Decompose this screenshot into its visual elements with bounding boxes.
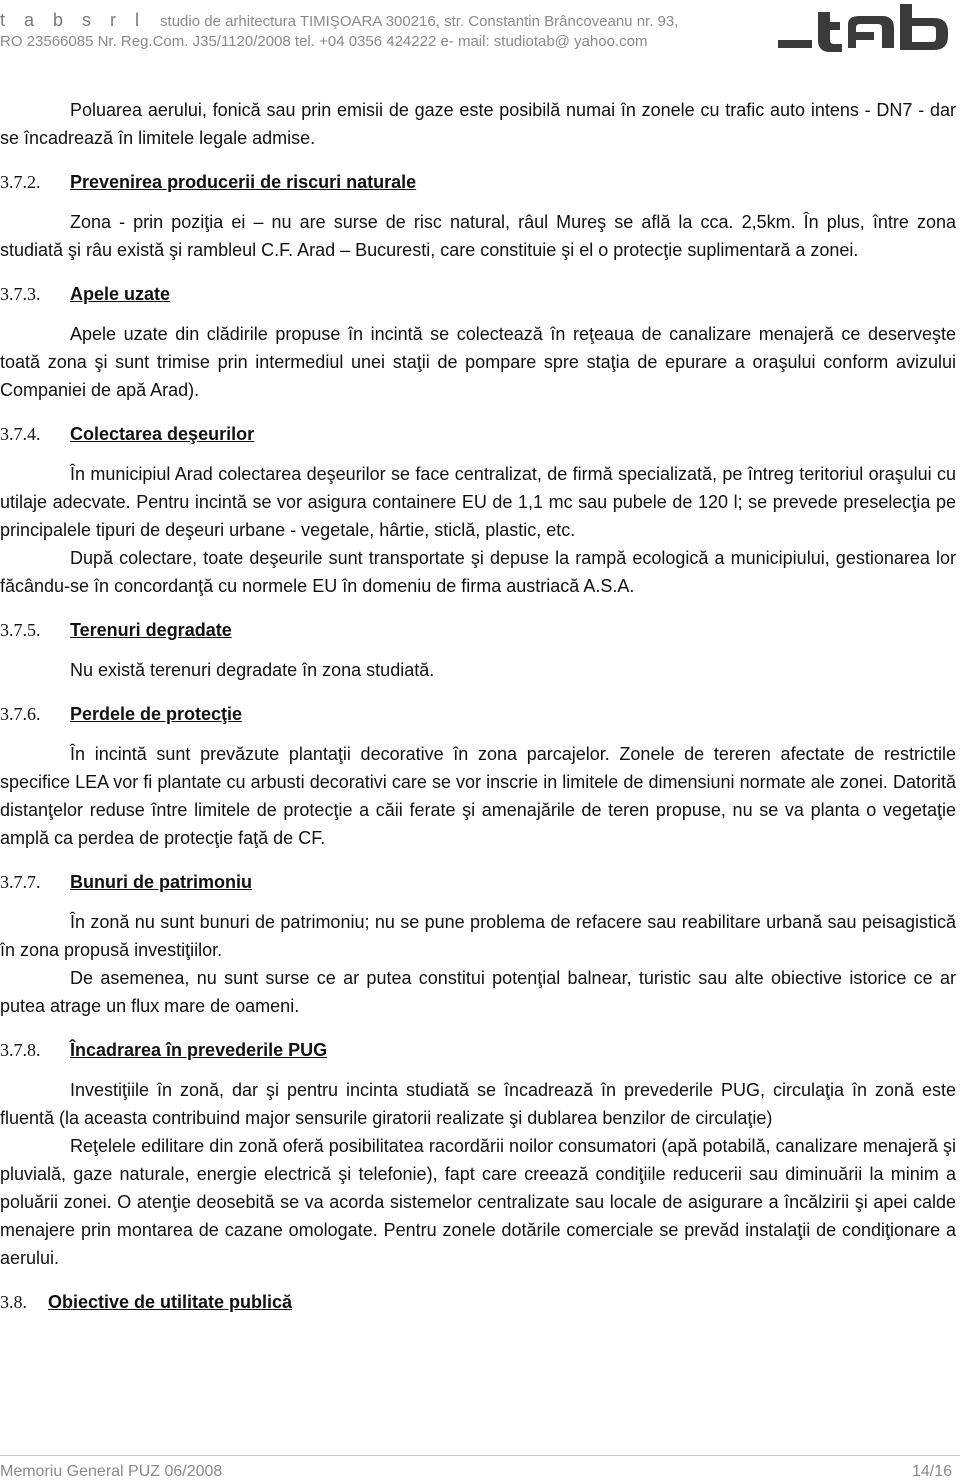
section-title: Terenuri degradate <box>70 620 232 640</box>
paragraph: De asemenea, nu sunt surse ce ar putea constitui potenţial balnear, turistic sau alte obiective istorice ce ar putea atrage un flux mare de oameni. <box>0 968 956 1016</box>
section-heading-3-7-7 <box>0 868 956 896</box>
page-header <box>0 0 960 56</box>
section-title: Perdele de protecţie <box>70 704 243 724</box>
section-heading-3-7-2 <box>0 168 956 196</box>
paragraph: În incintă sunt prevăzute plantaţii decorative în zona parcajelor. Zonele de tereren afectate de restrictile specifice LEA vor fi plantate cu arbusti decorativi care se vor inscrie in limitele de dimensiuni normate ale zonei. Datorită distanţelor reduse între limitele de protecţie a căii ferate şi amenajările de teren propuse, nu se va planta o vegetaţie amplă ca perdea de protecţie faţă de CF. <box>0 744 956 848</box>
page-footer <box>0 1463 960 1482</box>
section-title: Încadrarea în prevederile PUG <box>70 1040 328 1060</box>
section-heading-3-8 <box>0 1288 956 1316</box>
footer-divider <box>0 1455 960 1456</box>
tab-logo-icon <box>778 4 958 54</box>
section-heading-3-7-8 <box>0 1036 956 1064</box>
section-heading-3-7-4 <box>0 420 956 448</box>
section-number: 3.7.4. <box>0 424 41 444</box>
paragraph: Nu există terenuri degradate în zona studiată. <box>70 660 435 680</box>
paragraph: Investiţiile în zonă, dar şi pentru incinta studiată se încadrează în prevederile PUG, circulaţia în zonă este fluentă (la aceasta contribuind major sensurile giratorii realizate şi dublarea benzilor de circulaţie) <box>0 1080 956 1128</box>
paragraph: Zona - prin poziţia ei – nu are surse de risc natural, râul Mureş se află la cca. 2,5km. În plus, între zona studiată şi râu există şi rambleul C.F. Arad – Bucuresti, care constituie şi el o protecţie suplimentară a zonei. <box>0 212 956 260</box>
section-title: Prevenirea producerii de riscuri naturale <box>70 172 417 192</box>
section-title: Apele uzate <box>70 284 171 304</box>
section-number: 3.8. <box>0 1292 27 1312</box>
page-number: 14/16 <box>911 1463 952 1480</box>
section-title: Obiective de utilitate publică <box>48 1292 293 1312</box>
header-address: studio de arhitectura TIMIŞOARA 300216, str. Constantin Brâncoveanu nr. 93, <box>160 13 679 30</box>
section-title: Colectarea deşeurilor <box>70 424 255 444</box>
header-contact: RO 23566085 Nr. Reg.Com. J35/1120/2008 tel. +04 0356 424222 e- mail: studiotab@ yahoo.com <box>0 33 648 50</box>
intro-paragraph: Poluarea aerului, fonică sau prin emisii de gaze este posibilă numai în zonele cu trafic auto intens - DN7 - dar se încadrează în limitele legale admise. <box>0 100 956 148</box>
document-title: Memoriu General PUZ 06/2008 <box>0 1463 223 1480</box>
paragraph: În municipiul Arad colectarea deşeurilor se face centralizat, de firmă specializată, pe întreg teritoriul oraşului cu utilaje adecvate. Pentru incintă se vor asigura containere EU de 1,1 mc sau pubele de 120 l; se prevede preselecţia pe principalele tipuri de deşeuri urbane - vegetale, hârtie, sticlă, plastic, etc. <box>0 464 956 540</box>
section-number: 3.7.3. <box>0 284 41 304</box>
header-line-1 <box>0 10 678 31</box>
section-number: 3.7.2. <box>0 172 41 192</box>
company-name: t a b s r l <box>0 10 147 30</box>
section-number: 3.7.6. <box>0 704 41 724</box>
paragraph: Reţelele edilitare din zonă oferă posibilitatea racordării noilor consumatori (apă potabilă, canalizare menajeră şi pluvială, gaze naturale, energie electrică şi telefonie), fapt care creează condiţiile reducerii sau diminuării la minim a poluării zonei. O atenţie deosebită se va acorda sistemelor centralizate sau locale de asigurare a încălzirii şi apei calde menajere prin montarea de cazane omologate. Pentru zonele dotările comerciale se prevăd instalaţii de condiţionare a aerului. <box>0 1136 956 1268</box>
section-number: 3.7.7. <box>0 872 41 892</box>
section-heading-3-7-3 <box>0 280 956 308</box>
paragraph: Apele uzate din clădirile propuse în incintă se colectează în reţeaua de canalizare menajeră ce deserveşte toată zona şi sunt trimise prin intermediul unei staţii de pompare spre staţia de epurare a oraşului conform avizului Companiei de apă Arad). <box>0 324 956 400</box>
section-title: Bunuri de patrimoniu <box>70 872 252 892</box>
section-number: 3.7.8. <box>0 1040 41 1060</box>
document-body <box>0 96 956 1328</box>
section-number: 3.7.5. <box>0 620 41 640</box>
section-heading-3-7-6 <box>0 700 956 728</box>
section-heading-3-7-5 <box>0 616 956 644</box>
paragraph: După colectare, toate deşeurile sunt transportate şi depuse la rampă ecologică a municipiului, gestionarea lor făcându-se în concordanţă cu normele EU în domeniu de firma austriacă A.S.A. <box>0 548 956 596</box>
paragraph: În zonă nu sunt bunuri de patrimoniu; nu se pune problema de refacere sau reabilitare urbană sau peisagistică în zona propusă investiţiilor. <box>0 912 956 960</box>
